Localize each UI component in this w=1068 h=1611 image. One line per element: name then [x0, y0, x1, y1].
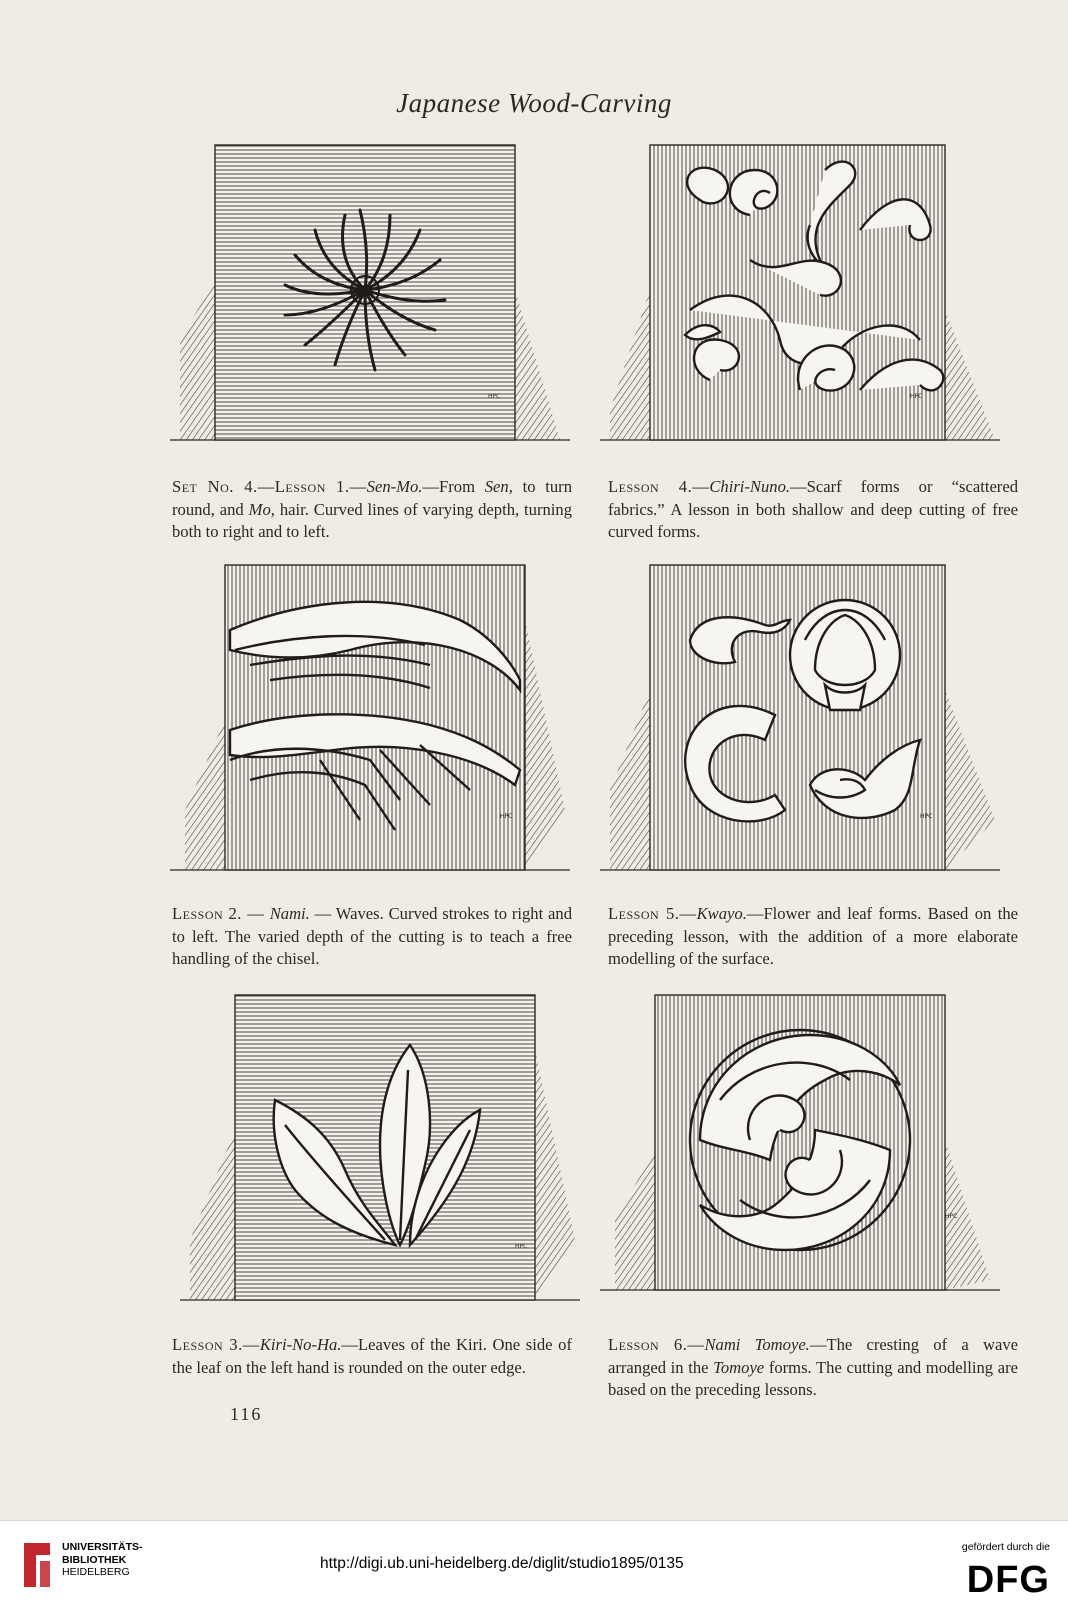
plate-kwayo — [600, 560, 1000, 890]
lesson-label: Lesson 5.— — [608, 904, 697, 923]
page-number: 116 — [230, 1404, 263, 1424]
library-name-line: BIBLIOTHEK — [62, 1553, 127, 1566]
plate-kiri-no-ha — [180, 990, 580, 1320]
caption-term: Mo, — [248, 499, 275, 519]
permalink-url[interactable]: http://digi.ub.uni-heidelberg.de/diglit/studio1895/0135 — [320, 1555, 684, 1572]
lesson-title: Nami Tomoye. — [704, 1335, 810, 1354]
plate-chiri-nuno — [600, 140, 1000, 460]
plate-initials: HPC — [920, 813, 933, 820]
caption-term: Tomoye — [713, 1357, 765, 1377]
caption-nami-tomoye — [608, 1334, 1018, 1402]
plate-initials: HPC — [488, 393, 501, 400]
caption-text: hair. Curved lines of varying depth, turning both to right and to left. — [172, 499, 572, 542]
lesson-title: Nami. — [269, 904, 310, 923]
caption-nami — [172, 903, 572, 971]
funded-by-label: gefördert durch die — [961, 1541, 1050, 1553]
library-logo-icon — [20, 1539, 54, 1591]
caption-text: —Leaves of the Kiri. One side of the leaf on the left hand is rounded on the outer edge. — [172, 1335, 572, 1377]
lesson-label: Set No. 4.—Lesson 1.— — [172, 477, 367, 496]
caption-chiri-nuno — [608, 476, 1018, 544]
lesson-label: Lesson 3.— — [172, 1335, 260, 1354]
plate-nami — [170, 560, 570, 890]
lesson-title: Kiri-No-Ha. — [259, 1335, 342, 1354]
plate-initials: HPC — [515, 1243, 528, 1250]
plate-nami-tomoye — [600, 990, 1000, 1310]
caption-text: forms. The cutting and modelling are based on the preceding lessons. — [608, 1357, 1018, 1400]
dfg-logo: DFG — [966, 1559, 1050, 1601]
library-name-line: UNIVERSITÄTS- — [62, 1541, 143, 1553]
library-name-line: HEIDELBERG — [62, 1566, 130, 1578]
plate-initials: HPC — [500, 813, 513, 820]
caption-text: to turn round, and — [172, 477, 573, 519]
caption-sen-mo — [172, 476, 572, 544]
lesson-label: Lesson 2. — — [172, 904, 270, 923]
lesson-label: Lesson 4.— — [608, 477, 710, 496]
caption-term: Sen, — [484, 477, 513, 496]
lesson-title: Sen-Mo. — [366, 477, 423, 496]
caption-text: —Scarf forms or “scattered fabrics.” A lesson in both shallow and deep cutting of free curved forms. — [608, 477, 1018, 542]
digitization-footer — [0, 1520, 1068, 1611]
running-head: Japanese Wood-Carving — [396, 88, 672, 118]
caption-text: — Waves. Curved strokes to right and to left. The varied depth of the cutting is to teach a free handling of the chisel. — [172, 904, 572, 969]
plate-initials: HPC — [910, 393, 923, 400]
lesson-label: Lesson 6.— — [608, 1335, 705, 1354]
plate-initials: HPC — [945, 1213, 958, 1220]
caption-text: —Flower and leaf forms. Based on the preceding lesson, with the addition of a more elaborate modelling of the surface. — [608, 904, 1018, 969]
caption-kwayo — [608, 903, 1018, 971]
caption-kiri-no-ha — [172, 1334, 572, 1379]
lesson-title: Kwayo. — [696, 904, 747, 923]
lesson-title: Chiri-Nuno. — [709, 477, 791, 496]
caption-text: —From — [422, 477, 485, 496]
caption-text: —The cresting of a wave arranged in the — [608, 1335, 1018, 1377]
library-name — [62, 1541, 143, 1579]
plate-sen-mo — [170, 140, 570, 460]
